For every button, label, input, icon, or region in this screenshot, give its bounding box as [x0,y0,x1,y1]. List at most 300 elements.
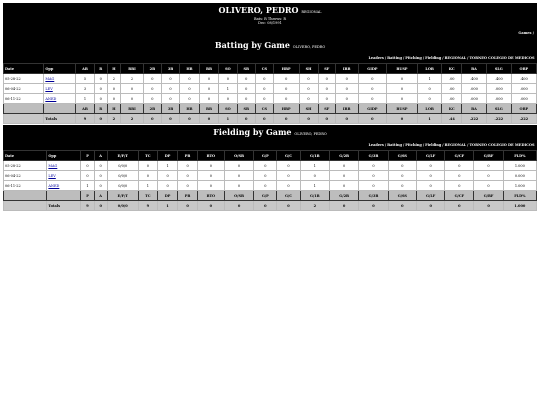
stat-cell: 0 [198,181,225,191]
table-row [4,181,537,191]
stat-cell: 1.000 [503,181,536,191]
column-header[interactable]: P [81,151,94,161]
totals-cell: 0 [255,114,273,124]
stat-cell: 0 [358,84,387,94]
footer-column-header: G/C [277,191,300,201]
stat-cell: 0 [219,74,237,84]
totals-cell: 0 [388,201,416,211]
opponent-link[interactable]: MAG [45,76,55,81]
nav-link-torneo-colegio-de-medicos[interactable]: TORNEO COLEGIO DE MEDICOS [469,56,535,60]
totals-cell: 0 [143,114,161,124]
stat-cell: .000 [511,94,536,104]
column-header[interactable]: G/P [254,151,277,161]
table-row [4,161,537,171]
stat-cell: 0 [254,161,277,171]
stat-cell: 0 [224,181,254,191]
stat-cell: 0 [94,161,107,171]
nav-link-torneo-colegio-de-medicos[interactable]: TORNEO COLEGIO DE MEDICOS [469,143,535,147]
stat-cell: .000 [462,94,487,104]
totals-cell: 0 [417,201,445,211]
opponent-cell[interactable] [44,74,76,84]
stat-cell: 0 [273,84,299,94]
totals-cell: .222 [462,114,487,124]
footer-column-header: SLG [486,104,511,114]
stat-cell: 0 [388,181,416,191]
totals-cell: 1 [417,114,442,124]
nav-link-leaders[interactable]: Leaders [368,143,384,147]
stat-cell: 0 [224,161,254,171]
totals-cell: 1 [158,201,178,211]
column-header[interactable]: G/C [277,151,300,161]
stat-cell: 0 [198,171,225,181]
games-link[interactable]: Games / [518,31,534,35]
fielding-table [3,150,537,211]
opponent-link[interactable]: ANED [48,183,60,188]
footer-column-header: HBP [273,104,299,114]
stat-cell: 0 [161,94,179,104]
stat-cell: 0 [199,74,218,84]
stat-cell: 0 [178,171,198,181]
totals-row [4,201,537,211]
stat-cell: 0 [143,74,161,84]
opponent-link[interactable]: LEV [48,173,56,178]
table-header-row [4,151,537,161]
column-header[interactable]: TC [138,151,157,161]
totals-cell: 0 [359,201,388,211]
stat-cell: 0 [161,84,179,94]
nav-separator: / [384,56,387,60]
stat-cell: 0 [299,74,318,84]
stat-cell: .00 [442,94,462,104]
footer-column-header: SH [299,104,318,114]
totals-cell: 0 [318,114,335,124]
stat-cell: 0 [359,161,388,171]
column-header[interactable]: G/1B [300,151,329,161]
totals-cell: 0 [94,114,107,124]
footer-column-header: SF [318,104,335,114]
totals-cell: 0 [273,114,299,124]
stat-cell: 0 [277,161,300,171]
batting-title-sub: OLIVERO, PEDRO [292,45,326,49]
column-header[interactable]: FLD% [503,151,536,161]
column-header[interactable]: BUSP [387,64,418,74]
column-header[interactable]: Opp [44,64,76,74]
totals-cell: 0 [178,201,198,211]
stat-cell: 0 [417,84,442,94]
stat-cell: .00 [442,74,462,84]
stat-cell: 0 [300,171,329,181]
totals-cell: 0 [161,114,179,124]
stat-cell: 0 [329,161,358,171]
stat-cell: 0 [143,94,161,104]
footer-column-header: KC [442,104,462,114]
stat-cell: 0 [237,74,255,84]
column-header[interactable]: HR [180,64,200,74]
stat-cell: 1.000 [503,161,536,171]
player-dob: Dec: 08/1991 [258,21,282,25]
stat-cell: 1 [219,84,237,94]
column-header[interactable]: 2B [143,64,161,74]
footer-column-header: H [107,104,121,114]
stat-cell: 1 [300,161,329,171]
column-header[interactable]: R [94,64,107,74]
stat-cell: 0 [358,74,387,84]
column-header[interactable]: E/F/T [107,151,138,161]
date-cell: 06-04-22 [4,84,44,94]
stat-cell: 0 [237,94,255,104]
stat-cell: 0 [387,74,418,84]
totals-cell: 2 [300,201,329,211]
stat-cell: 0 [138,171,157,181]
fielding-title [3,128,537,139]
stat-cell: 0 [158,171,178,181]
stat-cell: 1 [76,94,95,104]
totals-cell: 9 [138,201,157,211]
nav-link-regional[interactable]: REGIONAL [444,56,467,60]
stat-cell: 0 [299,94,318,104]
footer-column-header: E/F/T [107,191,138,201]
totals-cell: 0 [445,201,474,211]
opponent-link[interactable]: LEV [45,86,53,91]
totals-cell: 0 [199,114,218,124]
column-header[interactable]: BA [462,64,487,74]
footer-column-header: G/RF [474,191,503,201]
stat-cell: .000 [462,84,487,94]
table-row [4,84,537,94]
stat-cell: 0 [273,74,299,84]
date-cell: 05-28-22 [4,74,44,84]
totals-cell: .222 [486,114,511,124]
stat-cell: 0 [178,161,198,171]
stat-cell: 0 [143,84,161,94]
totals-cell: 9 [76,114,95,124]
footer-column-header: DP [158,191,178,201]
column-header[interactable]: SF [318,64,335,74]
column-header[interactable]: RBI [121,64,144,74]
player-header [3,6,537,17]
footer-column-header: O/SB [224,191,254,201]
footer-column-header: BUSP [387,104,418,114]
date-cell: 05-28-22 [4,161,47,171]
footer-column-header: AB [76,104,95,114]
stat-cell: 0 [81,161,94,171]
totals-cell: 0 [237,114,255,124]
column-header[interactable]: G/RF [474,151,503,161]
stat-cell: 1 [138,181,157,191]
stat-cell: 0/0/0 [107,161,138,171]
column-header[interactable]: OBP [511,64,536,74]
opponent-cell[interactable] [47,161,81,171]
stat-cell: 0 [387,94,418,104]
date-cell: 06-11-22 [4,181,47,191]
totals-cell: 0 [387,114,418,124]
stat-cell: 0 [417,161,445,171]
footer-column-header: R [94,104,107,114]
column-header[interactable]: PB [178,151,198,161]
stat-cell: 0 [335,84,358,94]
stat-cell: 0/0/0 [107,181,138,191]
date-cell: 06-11-22 [4,94,44,104]
stat-cell: 0 [359,171,388,181]
stat-cell: .000 [486,94,511,104]
opponent-link[interactable]: MAG [48,163,58,168]
column-header[interactable]: G/CF [445,151,474,161]
stat-cell: 1 [158,161,178,171]
stat-cell: 0 [445,181,474,191]
footer-column-header: G/3B [359,191,388,201]
footer-column-header: SB [237,104,255,114]
stat-cell: 0 [318,84,335,94]
footer-column-header [4,191,47,201]
player-bats-throws: Bats: R Throws: R [254,17,286,21]
table-row [4,94,537,104]
player-name: OLIVERO, PEDRO [218,5,299,15]
nav-separator: / [422,143,425,147]
stat-cell: 0 [299,84,318,94]
footer-column-header: P [81,191,94,201]
nav-link-leaders[interactable]: Leaders [368,56,384,60]
nav-separator: / [467,56,469,60]
stat-cell: 0 [329,171,358,181]
totals-cell: 0 [254,201,277,211]
fielding-nav [368,143,535,147]
stat-cell: .400 [486,74,511,84]
totals-cell: 2 [121,114,144,124]
stat-cell: 0 [445,171,474,181]
column-header[interactable]: DP [158,151,178,161]
nav-link-batting[interactable]: Batting [387,56,402,60]
stat-cell: 0 [474,161,503,171]
stat-cell: 0 [180,94,200,104]
footer-column-header [4,104,44,114]
stat-cell: 2 [121,74,144,84]
nav-separator: / [442,143,444,147]
stat-cell: .000 [486,84,511,94]
column-header[interactable]: Date [4,64,44,74]
totals-cell: 0 [198,201,225,211]
nav-separator: / [422,56,425,60]
nav-link-pitching[interactable]: Pitching [405,143,422,147]
stat-cell: 0 [178,181,198,191]
column-header[interactable]: SB [237,64,255,74]
column-header[interactable]: G/2B [329,151,358,161]
footer-column-header: 3B [161,104,179,114]
stat-cell: 0 [387,84,418,94]
column-header[interactable]: BB [199,64,218,74]
stat-cell: 0 [335,74,358,84]
footer-column-header: GIDP [358,104,387,114]
stat-cell: 0 [94,171,107,181]
footer-column-header: G/LF [417,191,445,201]
column-header[interactable]: G/LF [417,151,445,161]
batting-table [3,63,537,124]
footer-column-header: TC [138,191,157,201]
stat-cell: 1 [300,181,329,191]
stat-cell: 0 [237,84,255,94]
opponent-cell[interactable] [44,94,76,104]
stat-cell: 0 [445,161,474,171]
opponent-link[interactable]: ANED [45,96,57,101]
stat-cell: 0 [255,74,273,84]
footer-column-header: CS [255,104,273,114]
table-row [4,74,537,84]
batting-nav [368,56,535,60]
stat-cell: 0 [474,171,503,181]
totals-cell: 2 [107,114,121,124]
column-header[interactable]: GIDP [358,64,387,74]
footer-column-header: BA [462,104,487,114]
batting-title-text: Batting by Game [214,40,290,50]
stat-cell: 0 [388,161,416,171]
totals-cell: Totals [47,201,81,211]
totals-cell: 0 [224,201,254,211]
totals-cell [4,114,44,124]
stat-cell: 2 [107,74,121,84]
footer-column-header: HR [180,104,200,114]
column-header[interactable]: G/3B [359,151,388,161]
stat-cell: .400 [511,74,536,84]
opponent-cell[interactable] [47,171,81,181]
column-header[interactable]: LOB [417,64,442,74]
footer-column-header: G/CF [445,191,474,201]
stat-cell: 0 [138,161,157,171]
nav-link-pitching[interactable]: Pitching [405,56,422,60]
stat-cell: 0 [107,84,121,94]
footer-column-header: G/P [254,191,277,201]
footer-column-header: PB [178,191,198,201]
stat-cell: .000 [511,84,536,94]
column-header[interactable]: SO [219,64,237,74]
stat-cell: 0 [94,74,107,84]
totals-cell: 0 [358,114,387,124]
stat-cell: 0 [358,94,387,104]
totals-cell: 0 [329,201,358,211]
footer-column-header: 2B [143,104,161,114]
totals-cell: 0 [180,114,200,124]
stat-cell: 0 [318,94,335,104]
column-header[interactable]: H [107,64,121,74]
totals-cell: 0 [277,201,300,211]
stat-cell: 0 [388,171,416,181]
stat-cell: 0 [254,171,277,181]
column-header[interactable]: Opp [47,151,81,161]
stat-cell: .00 [442,84,462,94]
opponent-cell[interactable] [47,181,81,191]
footer-column-header [44,104,76,114]
column-header[interactable]: SH [299,64,318,74]
footer-column-header: IBB [335,104,358,114]
stat-cell: 1 [417,74,442,84]
totals-cell: 1.000 [503,201,536,211]
footer-column-header: FLD% [503,191,536,201]
stat-cell: 0 [329,181,358,191]
column-header[interactable]: G/SS [388,151,416,161]
column-header[interactable]: AB [76,64,95,74]
totals-cell: 0 [94,201,107,211]
column-header[interactable]: Date [4,151,47,161]
footer-column-header [47,191,81,201]
date-cell: 06-04-22 [4,171,47,181]
column-header[interactable]: O/SB [224,151,254,161]
stat-cell: 0 [219,94,237,104]
column-header[interactable]: KC [442,64,462,74]
column-header[interactable]: SLG [486,64,511,74]
nav-link-fielding[interactable]: Fielding [425,143,442,147]
totals-cell: 1 [219,114,237,124]
stat-cell: 0 [94,94,107,104]
column-header[interactable]: 3B [161,64,179,74]
column-header[interactable]: IBB [335,64,358,74]
stat-cell: 0 [277,171,300,181]
column-header[interactable]: A [94,151,107,161]
stat-cell: 0 [121,84,144,94]
stat-cell: 0 [107,94,121,104]
footer-column-header: OBP [511,104,536,114]
stat-cell: .400 [462,74,487,84]
footer-column-header: LOB [417,104,442,114]
nav-link-batting[interactable]: Batting [387,143,402,147]
totals-cell: 9 [81,201,94,211]
column-header[interactable]: RTO [198,151,225,161]
footer-column-header: SO [219,104,237,114]
nav-separator: / [442,56,444,60]
batting-section [3,3,537,121]
totals-cell [4,201,47,211]
table-header-row [4,64,537,74]
footer-column-header: RTO [198,191,225,201]
stat-cell: 0 [417,181,445,191]
totals-cell: 0 [299,114,318,124]
footer-column-header: G/1B [300,191,329,201]
stat-cell: 0/0/0 [107,171,138,181]
stat-cell: 5 [76,74,95,84]
player-level: REGIONAL [301,10,322,14]
stat-cell: 0 [273,94,299,104]
fielding-section [3,125,537,209]
nav-separator: / [402,56,405,60]
footer-column-header: G/2B [329,191,358,201]
stat-cell: 0 [318,74,335,84]
stat-cell: 0 [180,84,200,94]
stat-cell: 0 [474,181,503,191]
table-footer-header-row [4,104,537,114]
stat-cell: 0 [158,181,178,191]
stat-cell: 0 [121,94,144,104]
table-footer-header-row [4,191,537,201]
nav-link-fielding[interactable]: Fielding [425,56,442,60]
column-header[interactable]: CS [255,64,273,74]
nav-link-regional[interactable]: REGIONAL [444,143,467,147]
totals-cell: 0 [474,201,503,211]
stat-cell: 0 [180,74,200,84]
nav-separator: / [467,143,469,147]
stat-cell: 0 [81,171,94,181]
totals-cell: .44 [442,114,462,124]
stat-cell: 0 [198,161,225,171]
column-header[interactable]: HBP [273,64,299,74]
totals-cell: .222 [511,114,536,124]
stat-cell: 0 [94,181,107,191]
stat-cell: 0 [224,171,254,181]
stat-cell: 3 [76,84,95,94]
stat-cell: 0 [199,94,218,104]
totals-row [4,114,537,124]
opponent-cell[interactable] [44,84,76,94]
footer-column-header: BB [199,104,218,114]
footer-column-header: A [94,191,107,201]
stat-cell: 1 [81,181,94,191]
footer-column-header: G/SS [388,191,416,201]
